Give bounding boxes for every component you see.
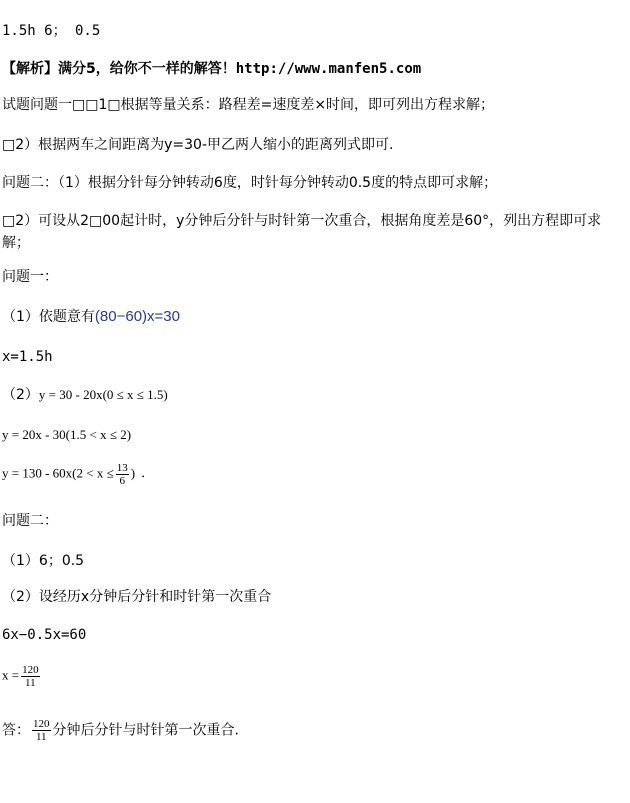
q2-part1: （1）6；0.5 [2, 553, 85, 569]
fraction-denominator: 6 [119, 475, 125, 487]
q1-part2-eq1-row [2, 386, 168, 404]
q1-part1-equation: (80−60)x=30 [94, 308, 180, 325]
q2-method-line-2: □2）可设从2□00起计时，y分钟后分针与时针第一次重合，根据角度差是60°，列出方程即可求解； [2, 213, 602, 251]
q2-equation: 6x−0.5x=60 [2, 627, 87, 643]
q2-title: 问题二： [2, 513, 58, 529]
fraction-120-11-answer [32, 718, 51, 743]
q2-method-line-1: 问题二：（1）根据分针每分钟转动6度，时针每分钟转动0.5度的特点即可求解； [2, 175, 498, 191]
final-answer-prefix: 答： [2, 722, 30, 739]
q1-part2-eq3 [2, 462, 154, 487]
q1-method-line-1: 试题问题一□□1□根据等量关系：路程差=速度差×时间，即可列出方程求解； [2, 97, 495, 113]
q2-solution [2, 664, 42, 689]
q2-part2: （2）设经历x分钟后分针和时针第一次重合 [2, 589, 272, 605]
q1-part2-eq1: y = 30 - 20x(0 ≤ x ≤ 1.5) [38, 387, 168, 402]
q1-part2-eq3-suffix: ) [130, 465, 136, 481]
fraction-120-11 [21, 664, 40, 689]
final-answer [2, 718, 239, 743]
answer-line: 1.5h 6； 0.5 [2, 23, 101, 39]
fraction-numerator: 13 [116, 462, 128, 474]
q1-part2-eq2: y = 20x - 30(1.5 < x ≤ 2) [2, 427, 132, 442]
q1-part1 [2, 308, 180, 326]
q2-solution-prefix: x = [2, 667, 20, 683]
q1-part2-prefix: （2） [2, 387, 39, 403]
q1-part1-result: x=1.5h [2, 349, 53, 365]
q1-part2-eq3-prefix: y = 130 - 60x(2 < x ≤ [2, 465, 114, 481]
q1-title: 问题一： [2, 269, 58, 285]
q1-part2-eq3-end: ． [141, 465, 155, 481]
analysis-tag: 【解析】 [2, 61, 58, 77]
fraction-denominator: 11 [35, 731, 47, 743]
fraction-denominator: 11 [25, 677, 36, 689]
fraction-numerator: 120 [33, 718, 50, 730]
fraction-13-6 [116, 462, 129, 487]
site-url: http://www.manfen5.com [235, 61, 422, 77]
final-answer-suffix: 分钟后分针与时针第一次重合. [52, 722, 239, 739]
fraction-numerator: 120 [22, 664, 39, 676]
q1-part1-prefix: （1）依题意有 [2, 309, 95, 325]
analysis-slogan: 满分5，给你不一样的解答！ [58, 61, 236, 77]
q1-method-line-2: □2）根据两车之间距离为y=30-甲乙两人缩小的距离列式即可. [2, 137, 394, 153]
analysis-header [2, 60, 421, 78]
